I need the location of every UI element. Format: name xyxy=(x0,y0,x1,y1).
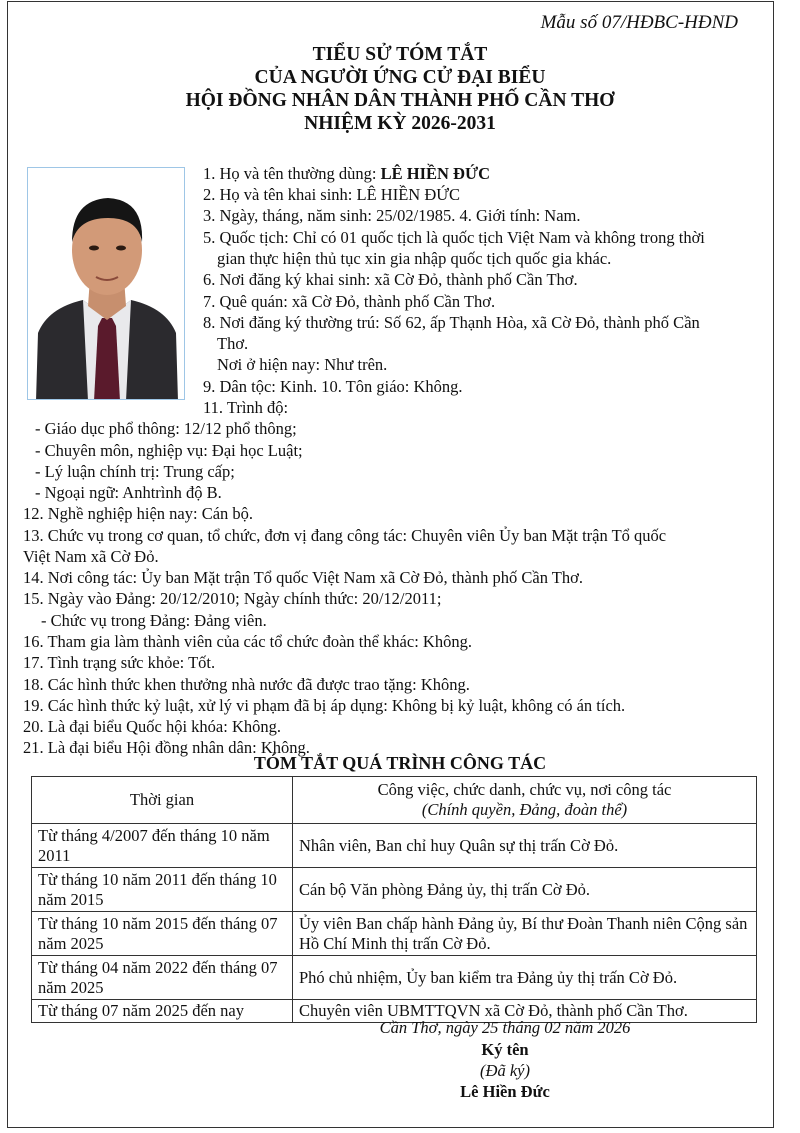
bio-education-general: - Giáo dục phổ thông: 12/12 phổ thông; xyxy=(35,419,297,438)
table-row xyxy=(32,912,757,956)
bio-ethnicity-religion: 9. Dân tộc: Kinh. 10. Tôn giáo: Không. xyxy=(203,377,463,396)
bio-common-name-label: 1. Họ và tên thường dùng: xyxy=(203,164,381,183)
table-header-row xyxy=(32,777,757,824)
work-history-table xyxy=(31,776,757,1023)
row-time: Từ tháng 4/2007 đến tháng 10 năm 2011 xyxy=(32,824,293,868)
bio-birth-name: 2. Họ và tên khai sinh: LÊ HIỀN ĐỨC xyxy=(203,185,461,204)
title-line-1: TIỂU SỬ TÓM TẮT xyxy=(312,44,488,65)
row-time: Từ tháng 07 năm 2025 đến nay xyxy=(32,1000,293,1023)
header-time: Thời gian xyxy=(32,777,293,824)
bio-education-language: - Ngoại ngữ: Anhtrình độ B. xyxy=(35,483,222,502)
bio-current-residence: Nơi ở hiện nay: Như trên. xyxy=(217,355,388,374)
bio-occupation: 12. Nghề nghiệp hiện nay: Cán bộ. xyxy=(23,504,254,523)
bio-organizations: 16. Tham gia làm thành viên của các tổ chức đoàn thể khác: Không. xyxy=(23,632,472,651)
bio-nationality-cont: gian thực hiện thủ tục xin gia nhập quốc tịch quốc gia khác. xyxy=(217,249,612,268)
form-code: Mẫu số 07/HĐBC-HĐND xyxy=(540,12,738,33)
candidate-photo xyxy=(27,167,185,400)
row-time: Từ tháng 10 năm 2015 đến tháng 07 năm 2025 xyxy=(32,912,293,956)
bio-position-cont: Việt Nam xã Cờ Đỏ. xyxy=(23,547,159,566)
row-job: Phó chủ nhiệm, Ủy ban kiểm tra Đảng ủy thị trấn Cờ Đỏ. xyxy=(293,956,757,1000)
title-line-4: NHIỆM KỲ 2026-2031 xyxy=(304,113,496,134)
bio-hometown: 7. Quê quán: xã Cờ Đỏ, thành phố Cần Thơ. xyxy=(203,292,496,311)
row-job: Nhân viên, Ban chỉ huy Quân sự thị trấn Cờ Đỏ. xyxy=(293,824,757,868)
signature-signed-note: (Đã ký) xyxy=(480,1061,530,1080)
bio-party-position: - Chức vụ trong Đảng: Đảng viên. xyxy=(41,611,267,630)
row-job: Cán bộ Văn phòng Đảng ủy, thị trấn Cờ Đỏ. xyxy=(293,868,757,912)
title-line-2: CỦA NGƯỜI ỨNG CỬ ĐẠI BIỂU xyxy=(254,67,546,88)
bio-awards: 18. Các hình thức khen thưởng nhà nước đã được trao tặng: Không. xyxy=(23,675,470,694)
bio-education-heading: 11. Trình độ: xyxy=(203,398,289,417)
bio-education-political: - Lý luận chính trị: Trung cấp; xyxy=(35,462,235,481)
table-row xyxy=(32,956,757,1000)
title-line-3: HỘI ĐỒNG NHÂN DÂN THÀNH PHỐ CẦN THƠ xyxy=(185,90,615,111)
work-history-title: TÓM TẮT QUÁ TRÌNH CÔNG TÁC xyxy=(253,753,547,773)
row-time: Từ tháng 10 năm 2011 đến tháng 10 năm 2015 xyxy=(32,868,293,912)
header-job-line-1: Công việc, chức danh, chức vụ, nơi công tác xyxy=(377,780,672,799)
bio-permanent-address-cont: Thơ. xyxy=(217,334,249,353)
row-job: Chuyên viên UBMTTQVN xã Cờ Đỏ, thành phố Cần Thơ. xyxy=(293,1000,757,1023)
bio-health: 17. Tình trạng sức khỏe: Tốt. xyxy=(23,653,216,672)
bio-workplace: 14. Nơi công tác: Ủy ban Mặt trận Tổ quốc Việt Nam xã Cờ Đỏ, thành phố Cần Thơ. xyxy=(23,568,583,587)
bio-nationality: 5. Quốc tịch: Chỉ có 01 quốc tịch là quốc tịch Việt Nam và không trong thời xyxy=(203,228,705,247)
bio-birth-date-gender: 3. Ngày, tháng, năm sinh: 25/02/1985. 4. Giới tính: Nam. xyxy=(203,206,581,225)
bio-birth-registration: 6. Nơi đăng ký khai sinh: xã Cờ Đỏ, thành phố Cần Thơ. xyxy=(203,270,578,289)
bio-common-name-value: LÊ HIỀN ĐỨC xyxy=(380,164,491,183)
table-row xyxy=(32,868,757,912)
table-row xyxy=(32,824,757,868)
bio-common-name xyxy=(203,163,490,184)
header-job-line-2: (Chính quyền, Đảng, đoàn thể) xyxy=(421,800,628,819)
bio-peoples-council: 21. Là đại biểu Hội đồng nhân dân: Không. xyxy=(23,738,310,757)
bio-education-professional: - Chuyên môn, nghiệp vụ: Đại học Luật; xyxy=(35,441,303,460)
bio-permanent-address: 8. Nơi đăng ký thường trú: Số 62, ấp Thạnh Hòa, xã Cờ Đỏ, thành phố Cần xyxy=(203,313,700,332)
row-time: Từ tháng 04 năm 2022 đến tháng 07 năm 2025 xyxy=(32,956,293,1000)
bio-discipline: 19. Các hình thức kỷ luật, xử lý vi phạm đã bị áp dụng: Không bị kỷ luật, không có án tích. xyxy=(23,696,626,715)
bio-party-dates: 15. Ngày vào Đảng: 20/12/2010; Ngày chính thức: 20/12/2011; xyxy=(23,589,442,608)
signature-label: Ký tên xyxy=(481,1040,529,1059)
signature-name: Lê Hiền Đức xyxy=(460,1082,550,1101)
bio-national-assembly: 20. Là đại biểu Quốc hội khóa: Không. xyxy=(23,717,281,736)
row-job: Ủy viên Ban chấp hành Đảng ủy, Bí thư Đoàn Thanh niên Cộng sản Hồ Chí Minh thị trấn Cờ Đỏ. xyxy=(293,912,757,956)
bio-position: 13. Chức vụ trong cơ quan, tổ chức, đơn vị đang công tác: Chuyên viên Ủy ban Mặt trận Tổ quốc xyxy=(23,526,667,545)
header-job xyxy=(293,777,757,824)
signature-place-date: Cần Thơ, ngày 25 tháng 02 năm 2026 xyxy=(379,1018,631,1037)
